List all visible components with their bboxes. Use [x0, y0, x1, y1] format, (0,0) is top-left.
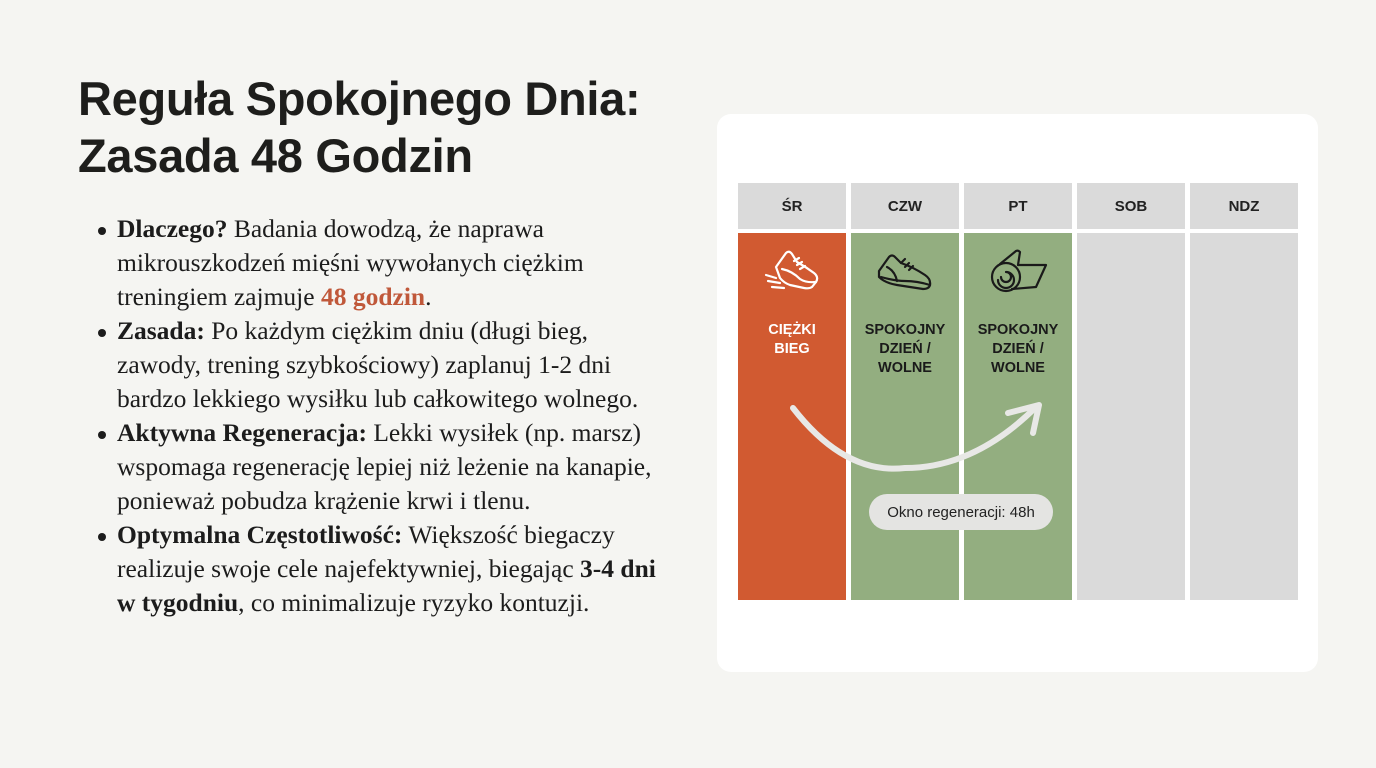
day-label: SPOKOJNY DZIEŃ / WOLNE	[977, 322, 1059, 376]
bullet-heading: Aktywna Regeneracja:	[117, 418, 367, 447]
day-label: CIĘŻKI BIEG	[768, 322, 816, 357]
day-label: SPOKOJNY DZIEŃ / WOLNE	[864, 322, 946, 376]
running-shoe-icon	[762, 245, 822, 297]
bullet-list	[96, 212, 676, 620]
bullet-heading: Dlaczego?	[117, 214, 228, 243]
day-cell-fri-easy	[964, 233, 1072, 600]
day-header-fri: PT	[964, 183, 1072, 229]
day-header-wed: ŚR	[738, 183, 846, 229]
highlight-48h: 48 godzin	[320, 282, 426, 311]
day-cell-sat	[1077, 233, 1185, 600]
bullet-why: Dlaczego? Badania dowodzą, że naprawa mikrouszkodzeń mięśni wywołanych ciężkim treningiem zajmuje 48 godzin.	[96, 212, 676, 314]
bullet-heading: Zasada:	[117, 316, 205, 345]
bullet-heading: Optymalna Częstotliwość:	[117, 520, 403, 549]
yoga-mat-icon	[988, 245, 1048, 297]
bullet-frequency: Optymalna Częstotliwość: Większość biegaczy realizuje swoje cele najefektywniej, biegając 3-4 dni w tygodniu, co minimalizuje ryzyko kontuzji.	[96, 518, 676, 620]
bullet-rule: Zasada: Po każdym ciężkim dniu (długi bieg, zawody, trening szybkościowy) zaplanuj 1-2 dni bardzo lekkiego wysiłku lub całkowitego wolnego.	[96, 314, 676, 416]
day-cell-wed-hard	[738, 233, 846, 600]
day-header-sat: SOB	[1077, 183, 1185, 229]
recovery-window-label: Okno regeneracji: 48h	[869, 494, 1053, 530]
sneaker-icon	[875, 245, 935, 297]
page-title: Reguła Spokojnego Dnia: Zasada 48 Godzin	[78, 72, 641, 182]
day-cell-sun	[1190, 233, 1298, 600]
day-cell-thu-easy	[851, 233, 959, 600]
bullet-active-recovery: Aktywna Regeneracja: Lekki wysiłek (np. marsz) wspomaga regenerację lepiej niż leżenie na kanapie, ponieważ pobudza krążenie krwi i tlenu.	[96, 416, 676, 518]
day-header-sun: NDZ	[1190, 183, 1298, 229]
day-header-thu: CZW	[851, 183, 959, 229]
